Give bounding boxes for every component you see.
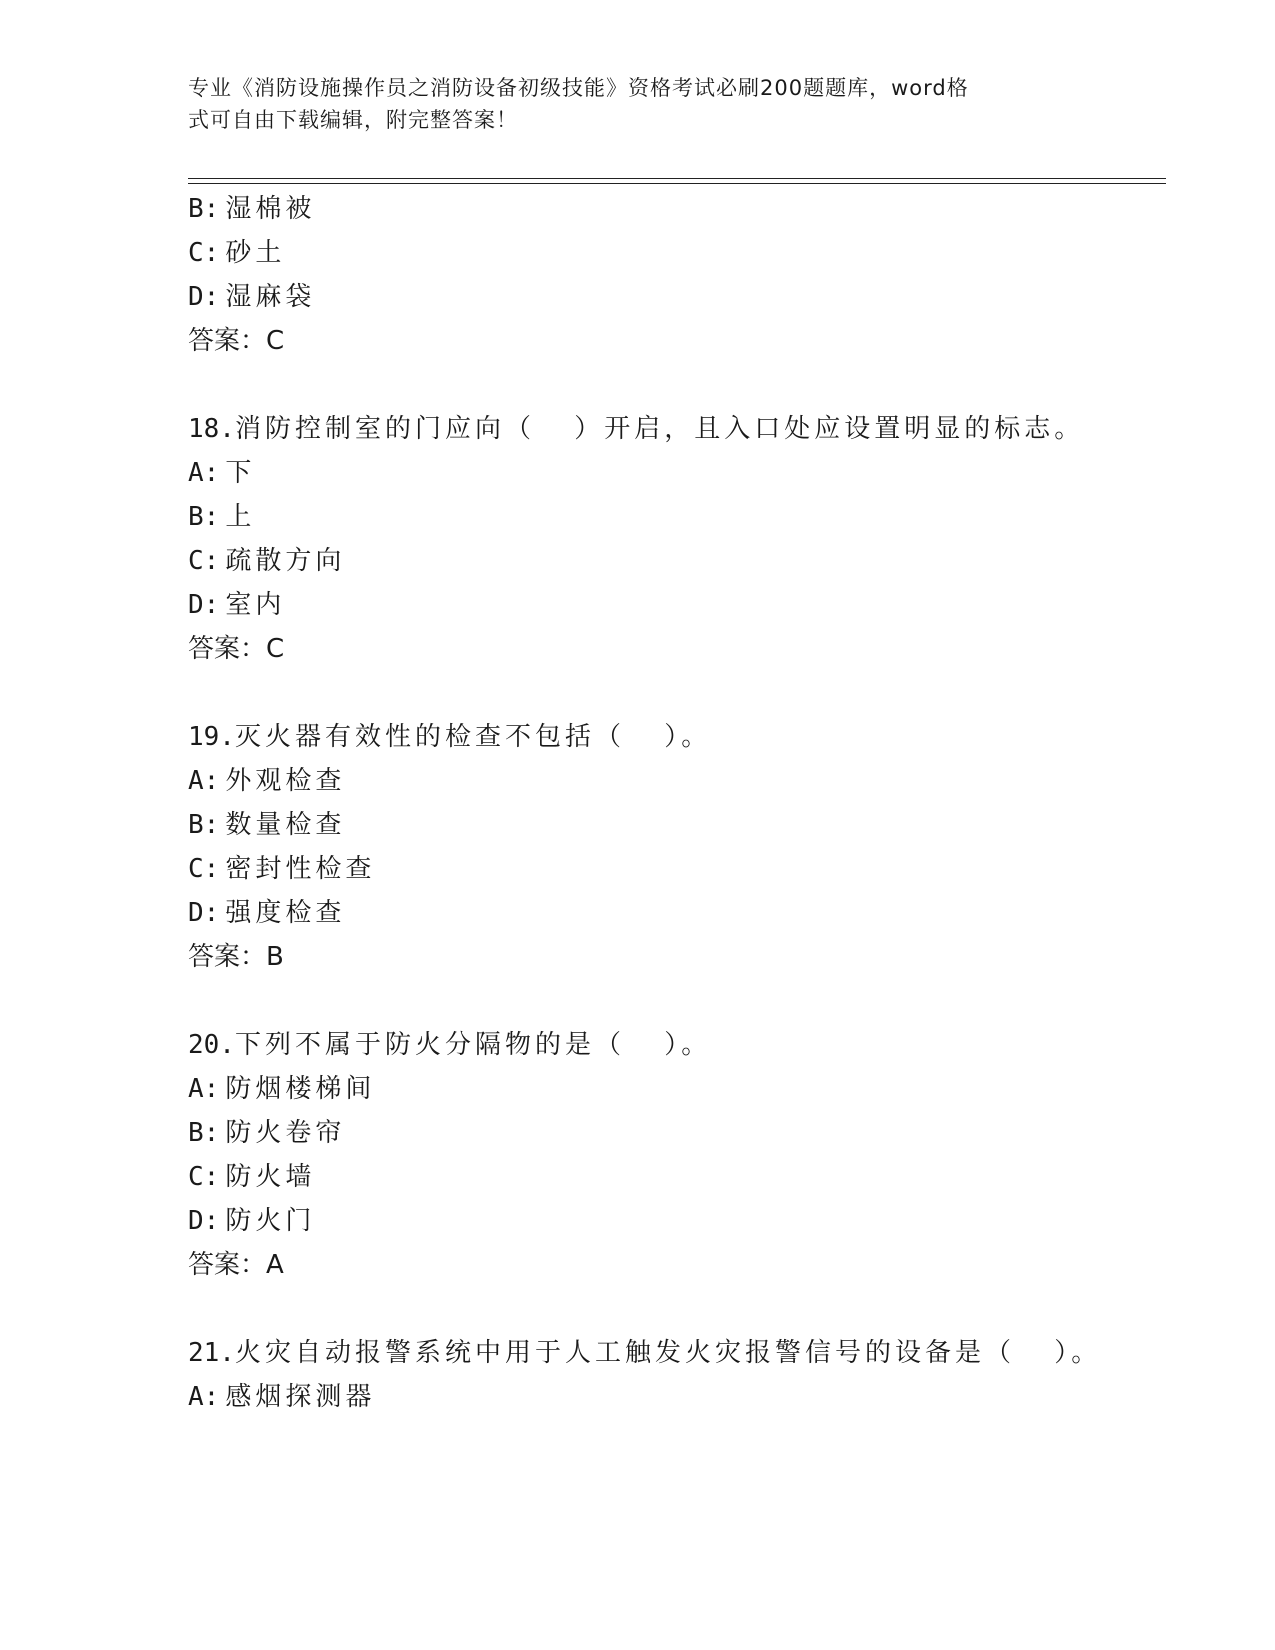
q21-option-a <box>188 1381 375 1413</box>
q17-option-c <box>188 237 285 269</box>
question-number: 20. <box>188 1030 235 1060</box>
q21-question <box>188 1337 1101 1369</box>
option-letter: C: <box>188 546 220 576</box>
option-text: 防火门 <box>225 1206 316 1236</box>
option-letter: A: <box>188 1074 220 1104</box>
q18-answer: 答案：C <box>188 634 285 664</box>
question-number: 21. <box>188 1338 235 1368</box>
question-number: 19. <box>188 722 235 752</box>
option-text: 感烟探测器 <box>225 1382 376 1412</box>
question-text: 灭火器有效性的检查不包括（ ）。 <box>234 722 712 752</box>
q19-option-a <box>188 765 345 797</box>
question-number: 18. <box>188 414 235 444</box>
option-letter: C: <box>188 1162 220 1192</box>
q20-option-a <box>188 1073 375 1105</box>
q20-option-c <box>188 1161 315 1193</box>
header-divider-top <box>188 178 1166 179</box>
q19-option-b <box>188 809 345 841</box>
option-text: 湿麻袋 <box>225 282 316 312</box>
option-letter: A: <box>188 1382 220 1412</box>
option-letter: C: <box>188 238 220 268</box>
option-text: 防火墙 <box>225 1162 316 1192</box>
option-text: 密封性检查 <box>225 854 376 884</box>
q19-option-c <box>188 853 375 885</box>
q18-question <box>188 413 1084 445</box>
q19-answer: 答案：B <box>188 942 284 972</box>
option-text: 湿棉被 <box>225 194 316 224</box>
header-divider-bottom <box>188 183 1166 184</box>
option-text: 室内 <box>225 590 286 620</box>
option-letter: B: <box>188 810 220 840</box>
q18-option-c <box>188 545 345 577</box>
option-text: 砂土 <box>225 238 286 268</box>
q17-answer: 答案：C <box>188 326 285 356</box>
option-letter: C: <box>188 854 220 884</box>
option-text: 数量检查 <box>225 810 346 840</box>
option-letter: D: <box>188 590 220 620</box>
q19-question <box>188 721 711 753</box>
q20-option-b <box>188 1117 345 1149</box>
option-text: 上 <box>225 502 256 532</box>
header-line-2: 式可自由下载编辑，附完整答案！ <box>188 108 518 132</box>
option-letter: B: <box>188 1118 220 1148</box>
option-text: 防火卷帘 <box>225 1118 346 1148</box>
option-text: 下 <box>225 458 256 488</box>
question-text: 下列不属于防火分隔物的是（ ）。 <box>234 1030 712 1060</box>
option-letter: D: <box>188 282 220 312</box>
header-line-1: 专业《消防设施操作员之消防设备初级技能》资格考试必刷200题题库，word格 <box>188 76 969 100</box>
option-letter: A: <box>188 766 220 796</box>
q20-option-d <box>188 1205 315 1237</box>
option-text: 防烟楼梯间 <box>225 1074 376 1104</box>
option-text: 强度检查 <box>225 898 346 928</box>
q19-option-d <box>188 897 345 929</box>
q20-answer: 答案：A <box>188 1250 284 1280</box>
question-text: 消防控制室的门应向（ ）开启，且入口处应设置明显的标志。 <box>234 414 1085 444</box>
option-letter: D: <box>188 1206 220 1236</box>
q18-option-b <box>188 501 255 533</box>
q18-option-a <box>188 457 255 489</box>
document-header <box>188 72 1068 136</box>
option-letter: B: <box>188 502 220 532</box>
question-text: 火灾自动报警系统中用于人工触发火灾报警信号的设备是（ ）。 <box>234 1338 1102 1368</box>
option-letter: B: <box>188 194 220 224</box>
option-letter: D: <box>188 898 220 928</box>
q17-option-d <box>188 281 315 313</box>
q18-option-d <box>188 589 285 621</box>
q17-option-b <box>188 193 315 225</box>
option-letter: A: <box>188 458 220 488</box>
q20-question <box>188 1029 711 1061</box>
option-text: 外观检查 <box>225 766 346 796</box>
option-text: 疏散方向 <box>225 546 346 576</box>
